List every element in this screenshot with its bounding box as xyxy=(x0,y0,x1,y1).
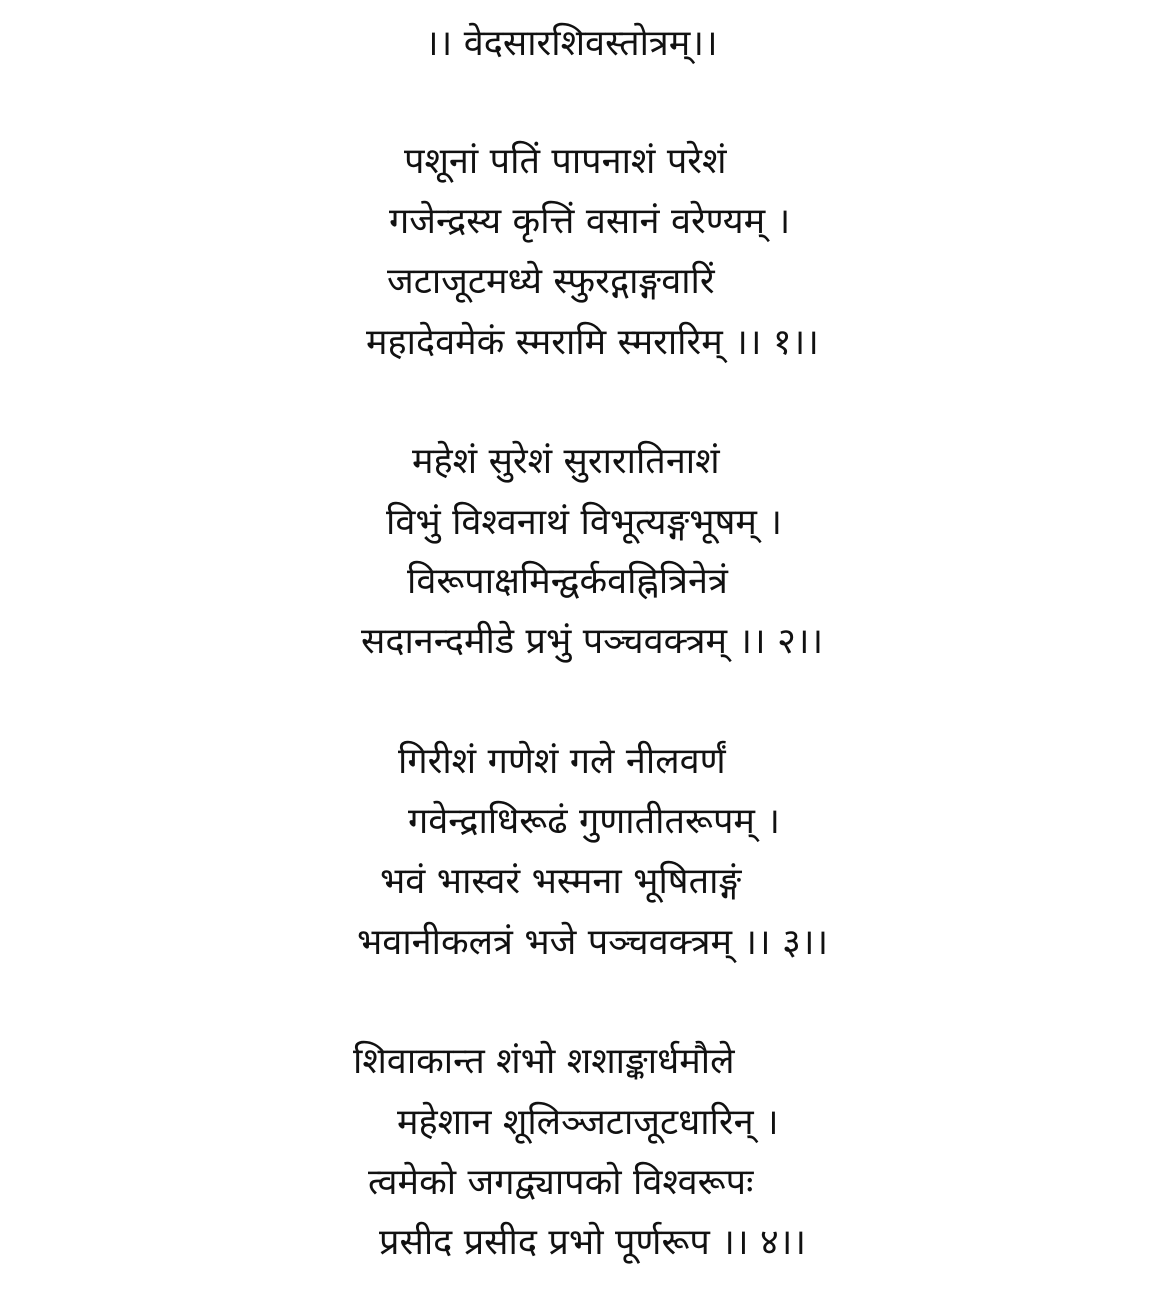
verse-3-line-1: गिरीशं गणेशं गले नीलवर्णं xyxy=(398,741,726,782)
verse-1-line-2: गजेन्द्रस्य कृत्तिं वसानं वरेण्यम् । xyxy=(389,201,791,242)
verse-3-line-4: भवानीकलत्रं भजे पञ्चवक्त्रम् ।। ३।। xyxy=(357,922,829,963)
verse-1-line-1: पशूनां पतिं पापनाशं परेशं xyxy=(404,141,727,182)
verse-3-line-3: भवं भास्वरं भस्मना भूषिताङ्गं xyxy=(380,861,742,902)
verse-2-line-4: सदानन्दमीडे प्रभुं पञ्चवक्त्रम् ।। २।। xyxy=(361,621,824,662)
verse-4-line-2: महेशान शूलिञ्जटाजूटधारिन् । xyxy=(397,1102,779,1143)
verse-2-line-1: महेशं सुरेशं सुरारातिनाशं xyxy=(412,441,720,482)
verse-3-line-2: गवेन्द्राधिरूढं गुणातीतरूपम् । xyxy=(408,801,781,842)
verse-1-line-3: जटाजूटमध्ये स्फुरद्गाङ्गवारिं xyxy=(387,261,715,302)
verse-4-line-1: शिवाकान्त शंभो शशाङ्कार्धमौले xyxy=(353,1041,735,1082)
verse-4-line-4: प्रसीद प्रसीद प्रभो पूर्णरूप ।। ४।। xyxy=(379,1222,807,1263)
stotra-title: ।। वेदसारशिवस्तोत्रम्।। xyxy=(425,23,718,64)
verse-2-line-2: विभुं विश्वनाथं विभूत्यङ्गभूषम् । xyxy=(386,502,782,543)
verse-2-line-3: विरूपाक्षमिन्द्वर्कवह्नित्रिनेत्रं xyxy=(407,561,728,602)
verse-4-line-3: त्वमेको जगद्व्यापको विश्वरूपः xyxy=(368,1162,754,1203)
verse-1-line-4: महादेवमेकं स्मरामि स्मरारिम् ।। १।। xyxy=(366,322,819,363)
